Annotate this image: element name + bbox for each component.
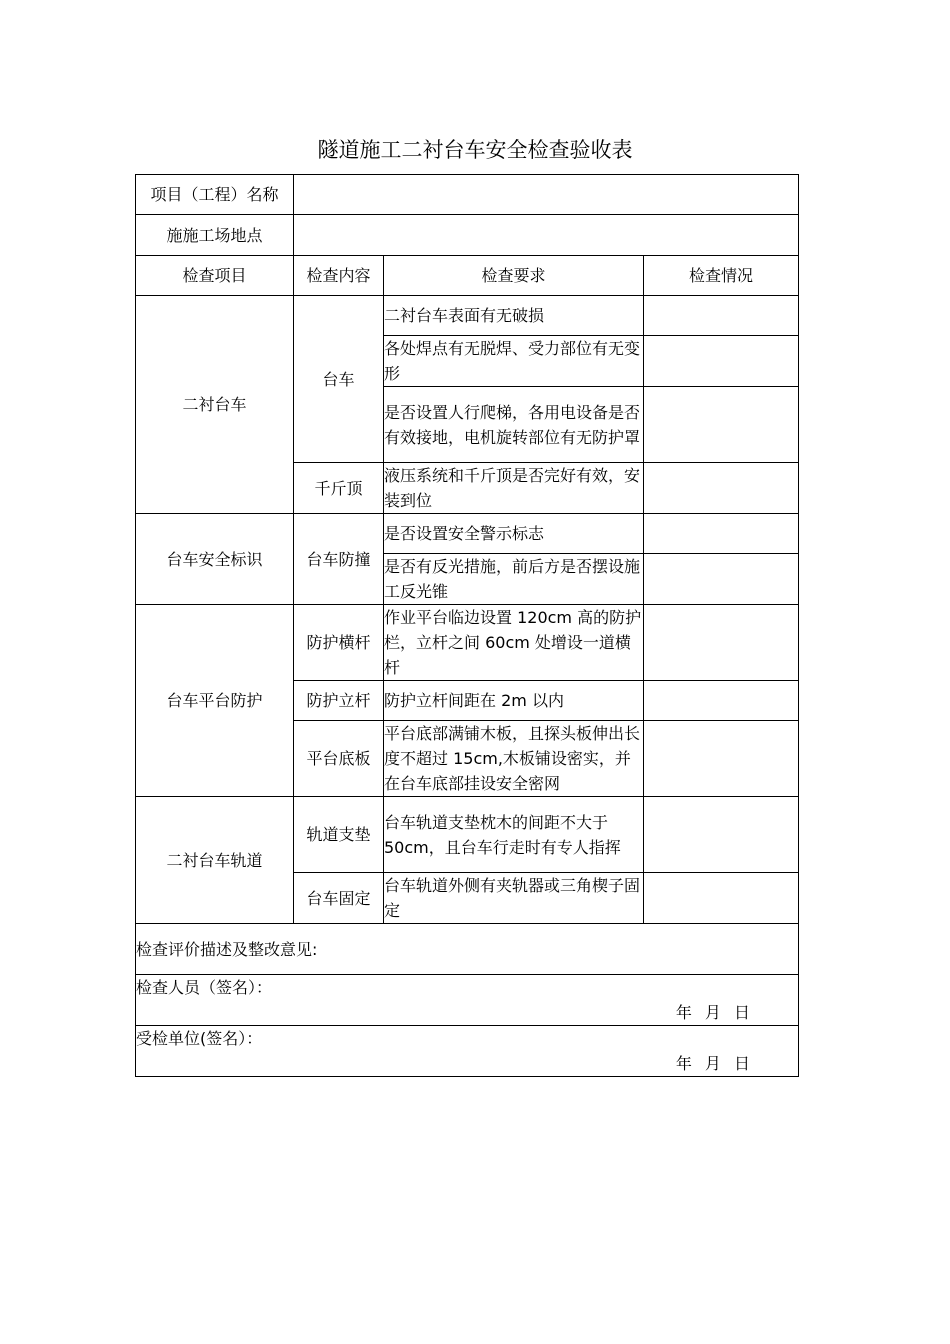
check-content-cell: 轨道支垫 [294,797,384,873]
status-cell[interactable] [644,554,799,605]
inspector-date: 年 月 日 [675,1003,753,1022]
inspector-signature-cell[interactable] [136,975,799,1026]
status-cell[interactable] [644,873,799,924]
unit-signature-row [136,1026,799,1077]
check-content-cell: 平台底板 [294,721,384,797]
column-header-item: 检查项目 [136,256,294,296]
check-content-cell: 防护立杆 [294,681,384,721]
status-cell[interactable] [644,797,799,873]
requirement-cell: 是否设置人行爬梯，各用电设备是否有效接地，电机旋转部位有无防护罩 [384,387,644,463]
status-cell[interactable] [644,514,799,554]
inspection-form-table [135,174,799,1077]
project-name-field[interactable] [294,175,799,215]
inspector-label: 检查人员（签名）： [136,978,273,997]
project-name-row [136,175,799,215]
check-content-cell: 千斤顶 [294,463,384,514]
requirement-cell: 二衬台车表面有无破损 [384,296,644,336]
check-item-cell: 台车平台防护 [136,605,294,797]
status-cell[interactable] [644,605,799,681]
table-row [136,296,799,336]
inspector-signature-row [136,975,799,1026]
check-content-cell: 台车固定 [294,873,384,924]
requirement-cell: 台车轨道外侧有夹轨器或三角楔子固定 [384,873,644,924]
requirement-cell: 各处焊点有无脱焊、受力部位有无变形 [384,336,644,387]
unit-label: 受检单位(签名）： [136,1029,263,1048]
site-row [136,215,799,256]
column-header-status: 检查情况 [644,256,799,296]
check-content-cell: 防护横杆 [294,605,384,681]
table-row [136,605,799,681]
column-header-row [136,256,799,296]
unit-signature-cell[interactable] [136,1026,799,1077]
project-name-label: 项目（工程）名称 [136,175,294,215]
requirement-cell: 平台底部满铺木板，且探头板伸出长度不超过 15cm,木板铺设密实，并在台车底部挂设安全密网 [384,721,644,797]
site-field[interactable] [294,215,799,256]
table-row [136,514,799,554]
check-item-cell: 台车安全标识 [136,514,294,605]
check-content-cell: 台车防撞 [294,514,384,605]
table-row [136,797,799,873]
status-cell[interactable] [644,387,799,463]
requirement-cell: 是否设置安全警示标志 [384,514,644,554]
requirement-cell: 作业平台临边设置 120cm 高的防护栏，立杆之间 60cm 处增设一道横杆 [384,605,644,681]
check-item-cell: 二衬台车轨道 [136,797,294,924]
column-header-content: 检查内容 [294,256,384,296]
status-cell[interactable] [644,336,799,387]
unit-date: 年 月 日 [675,1054,753,1073]
status-cell[interactable] [644,296,799,336]
check-content-cell: 台车 [294,296,384,463]
evaluation-row [136,924,799,975]
column-header-requirement: 检查要求 [384,256,644,296]
check-item-cell: 二衬台车 [136,296,294,514]
requirement-cell: 防护立杆间距在 2m 以内 [384,681,644,721]
requirement-cell: 液压系统和千斤顶是否完好有效，安装到位 [384,463,644,514]
requirement-cell: 是否有反光措施，前后方是否摆设施工反光锥 [384,554,644,605]
evaluation-cell[interactable] [136,924,799,975]
requirement-cell: 台车轨道支垫枕木的间距不大于 50cm，且台车行走时有专人指挥 [384,797,644,873]
site-label: 施施工场地点 [136,215,294,256]
evaluation-label: 检查评价描述及整改意见: [136,939,318,959]
status-cell[interactable] [644,463,799,514]
page-title: 隧道施工二衬台车安全检查验收表 [317,138,633,162]
status-cell[interactable] [644,681,799,721]
status-cell[interactable] [644,721,799,797]
